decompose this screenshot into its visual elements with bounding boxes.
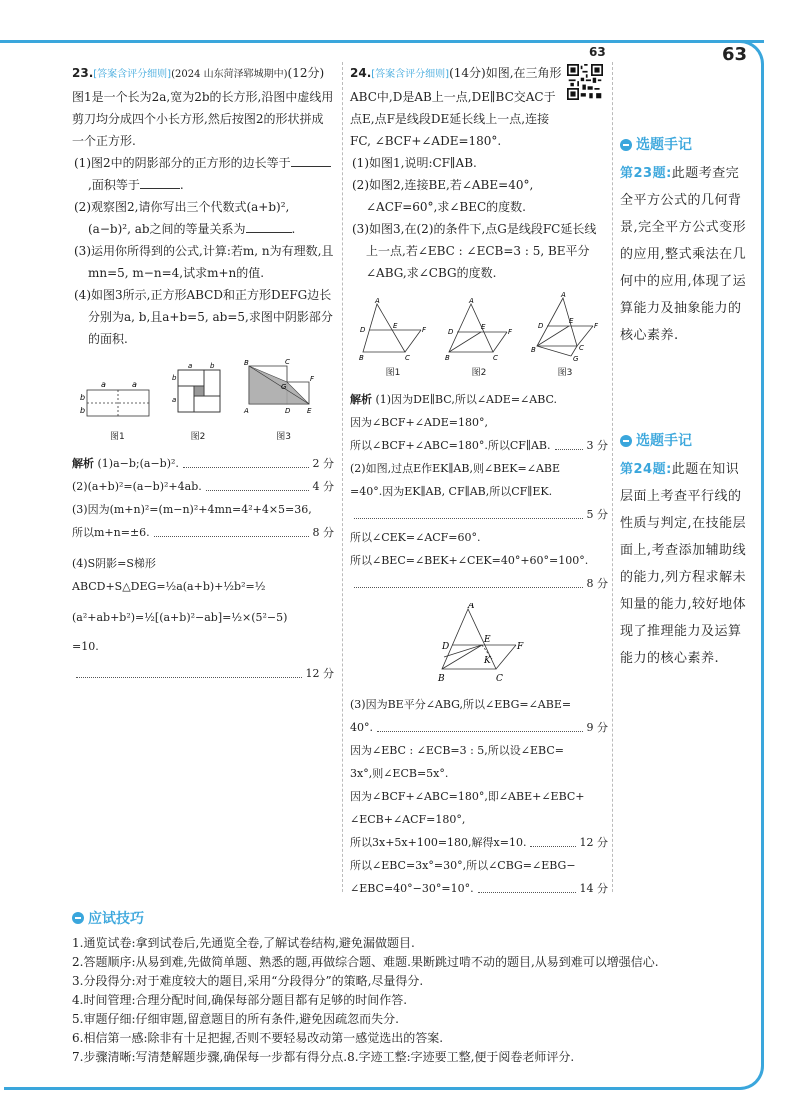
- q24-figure-2: [441, 298, 517, 384]
- figure-caption: 图1: [385, 368, 401, 378]
- solution-text: 所以∠BCF+∠ABC=180°.所以CF∥AB.: [350, 439, 551, 452]
- question-23: [72, 62, 334, 685]
- solution-text: =10.: [72, 640, 99, 653]
- score: 12 分: [579, 836, 608, 849]
- geo-label-A: A: [469, 298, 474, 305]
- geo-label-B: B: [438, 674, 445, 683]
- tip-item: 3.分段得分:对于难度较大的题目,采用“分段得分”的策略,尽量得分.: [72, 974, 424, 988]
- note-q23: [620, 134, 750, 349]
- solution-text: (2)(a+b)²=(a−b)²+4ab.: [72, 480, 202, 493]
- q23-figures: [72, 358, 334, 448]
- solution-text: 因为∠EBC : ∠ECB=3 : 5,所以设∠EBC=: [350, 744, 564, 757]
- q24-part3: (3)如图3,在(2)的条件下,点G是线段FC延长线上一点,若∠EBC : ∠ECB=3 : 5, BE平分∠ABG,求∠CBG的度数.: [352, 222, 597, 280]
- geo-label-A: A: [468, 603, 475, 611]
- solution-text: (3)因为(m+n)²=(m−n)²+4mn=4²+4×5=36,: [72, 503, 312, 516]
- tip-item: 4.时间管理:合理分配时间,确保每部分题目都有足够的时间作答.: [72, 993, 408, 1007]
- geo-label-C: C: [405, 354, 410, 362]
- geo-label-E: E: [481, 323, 486, 331]
- two-squares-diagram: [241, 358, 327, 426]
- triangle-aux-line-diagram: [424, 603, 534, 683]
- solution-step: [72, 452, 334, 475]
- solution-text: (1)因为DE∥BC,所以∠ADE=∠ABC.: [375, 393, 558, 406]
- q23-part1-text: (1)图2中的阴影部分的正方形的边长等于: [74, 156, 291, 170]
- figure-caption: 图3: [557, 368, 573, 378]
- figure-caption: 图2: [190, 432, 206, 442]
- solution-text: 所以∠EBC=3x°=30°,所以∠CBG=∠EBG−: [350, 859, 576, 872]
- geo-label-b: b: [80, 406, 86, 415]
- note-highlight: 第23题:: [620, 166, 672, 181]
- tips-heading: [72, 908, 752, 928]
- solution-text: 因为∠BCF+∠ADE=180°,: [350, 416, 488, 429]
- geo-label-b: b: [209, 362, 215, 370]
- exam-tips: [72, 908, 752, 1067]
- solution-step: [350, 877, 608, 900]
- geo-label-F: F: [517, 642, 524, 652]
- geo-label-A: A: [375, 298, 380, 305]
- answer-blank[interactable]: [246, 219, 292, 233]
- note-text: 此题在知识层面上考查平行线的性质与判定,在技能层面上,考查添加辅助线的能力,列方程求解未知量的能力,较好地体现了推理能力及运算能力的核心素养.: [620, 462, 747, 666]
- geo-label-a: a: [171, 396, 177, 404]
- q23-intro: (12分)图1是一个长为2a,宽为2b的长方形,沿图中虚线用剪刀均分成四个小长方形,然后按图2的形状拼成一个正方形.: [72, 66, 334, 148]
- tip-item: 1.通览试卷:拿到试卷后,先通览全卷,了解试卷结构,避免漏做题目.: [72, 936, 415, 950]
- q23-part1: [72, 152, 334, 196]
- geo-label-C: C: [493, 354, 498, 362]
- triangle-diagram: [527, 292, 603, 362]
- geo-label-E: E: [569, 317, 574, 325]
- geo-label-F: F: [594, 322, 599, 330]
- note-highlight: 第24题:: [620, 462, 672, 477]
- q23-part2-text: (2)观察图2,请你写出三个代数式(a+b)², (a−b)², ab之间的等量关系为: [74, 200, 290, 236]
- geo-label-E: E: [393, 322, 398, 330]
- q24-figure-1: [355, 298, 431, 384]
- geo-label-G: G: [573, 355, 579, 362]
- note-heading: [620, 134, 750, 156]
- geo-label-b: b: [171, 374, 177, 382]
- page-number-small: 63: [589, 45, 606, 59]
- geo-label-A: A: [561, 292, 566, 299]
- q24-tag[interactable]: [答案含评分细则]: [371, 69, 450, 80]
- solution-text: (3)因为BE平分∠ABG,所以∠EBG=∠ABE=: [350, 698, 572, 711]
- note-icon: [620, 139, 632, 151]
- note-title: 选题手记: [636, 137, 692, 153]
- q23-part4: (4)如图3所示,正方形ABCD和正方形DEFG边长分别为a, b,且a+b=5, ab=5,求图中阴影部分的面积.: [74, 288, 333, 346]
- square-diagram: [170, 360, 226, 426]
- geo-label-a: a: [132, 380, 138, 389]
- geo-label-C: C: [496, 674, 503, 683]
- solution-text: ∠EBC=40°−30°=10°.: [350, 882, 474, 895]
- solution-step: [350, 716, 608, 739]
- triangle-diagram: [355, 298, 431, 362]
- solution-text: =40°.因为EK∥AB, CF∥AB,所以CF∥EK.: [350, 485, 553, 498]
- solution-text: 3x°,则∠ECB=5x°.: [350, 767, 449, 780]
- solution-label: 解析: [72, 457, 94, 470]
- q23-part1-end: .: [179, 178, 184, 192]
- column-divider: [342, 62, 343, 892]
- solution-step: [350, 434, 608, 457]
- page-number: 63: [722, 44, 748, 65]
- q23-part3: (3)运用你所得到的公式,计算:若m, n为有理数,且mn=5, m−n=4,试求m+n的值.: [74, 244, 334, 280]
- geo-label-D: D: [448, 328, 454, 336]
- score: 3 分: [586, 439, 608, 452]
- q23-figure-2: [170, 360, 226, 448]
- solution-text: (4)S阴影=S梯形ABCD+S△DEG=½a(a+b)+½b²=½: [72, 557, 266, 593]
- triangle-diagram: [441, 298, 517, 362]
- q23-part2-end: .: [291, 222, 296, 236]
- tips-title: 应试技巧: [88, 911, 144, 927]
- solution-text: (2)如图,过点E作EK∥AB,则∠BEK=∠ABE: [350, 462, 560, 475]
- geo-label-E: E: [306, 407, 312, 415]
- q24-stem: [350, 62, 608, 152]
- geo-label-D: D: [442, 642, 450, 652]
- rectangle-diagram: [79, 376, 155, 426]
- solution-text: 40°.: [350, 721, 373, 734]
- solution-step: [72, 475, 334, 498]
- solution-step: [350, 503, 608, 526]
- geo-label-D: D: [284, 407, 291, 415]
- q23-figure-3: [241, 358, 327, 448]
- score: 14 分: [579, 882, 608, 895]
- solution-text: ∠ECB+∠ACF=180°,: [350, 813, 466, 826]
- geo-label-F: F: [309, 375, 314, 383]
- q24-intro: (14分)如图,在三角形ABC中,D是AB上一点,DE∥BC交AC于点E,点F是线段DE延长线上一点,连接FC, ∠BCF+∠ADE=180°.: [350, 66, 562, 148]
- geo-label-B: B: [359, 354, 364, 362]
- tip-item: 5.审题仔细:仔细审题,留意题目的所有条件,避免因疏忽而失分.: [72, 1012, 399, 1026]
- score: 8 分: [312, 526, 334, 539]
- note-heading: [620, 430, 750, 452]
- q23-solution: [72, 452, 334, 685]
- q23-part1-text2: ,面积等于: [88, 178, 140, 192]
- geo-label-F: F: [508, 328, 513, 336]
- solution-step: [72, 521, 334, 544]
- geo-label-A: A: [243, 407, 249, 415]
- solution-text: 所以3x+5x+100=180,解得x=10.: [350, 836, 527, 849]
- score: 9 分: [586, 721, 608, 734]
- note-icon: [620, 435, 632, 447]
- solution-text: (1)a−b;(a−b)².: [97, 457, 179, 470]
- tip-item: 6.相信第一感:除非有十足把握,否则不要轻易改动第一感觉选出的答案.: [72, 1031, 444, 1045]
- geo-label-B: B: [243, 359, 249, 367]
- geo-label-b: b: [80, 393, 86, 402]
- solution-text: 所以∠BEC=∠BEK+∠CEK=40°+60°=100°.: [350, 554, 589, 567]
- geo-label-F: F: [422, 326, 427, 334]
- answer-blank[interactable]: [140, 175, 180, 189]
- geo-label-E: E: [484, 635, 491, 645]
- note-title: 选题手记: [636, 433, 692, 449]
- solution-text: 因为∠BCF+∠ABC=180°,即∠ABE+∠EBC+: [350, 790, 585, 803]
- figure-caption: 图2: [471, 368, 487, 378]
- q24-part1: (1)如图1,说明:CF∥AB.: [352, 156, 477, 170]
- geo-label-D: D: [538, 322, 544, 330]
- tips-icon: [72, 912, 84, 924]
- score: 5 分: [586, 508, 608, 521]
- score: 4 分: [312, 480, 334, 493]
- q23-tag[interactable]: [答案含评分细则]: [93, 69, 172, 80]
- note-q24: [620, 430, 750, 672]
- geo-label-B: B: [531, 346, 536, 354]
- score: 2 分: [312, 457, 334, 470]
- score: 8 分: [586, 577, 608, 590]
- geo-label-K: K: [484, 656, 491, 666]
- geo-label-a: a: [101, 380, 107, 389]
- note-body: [620, 160, 750, 349]
- note-text: 此题考查完全平方公式的几何背景,完全平方公式变形的应用,整式乘法在几何中的应用,体现了运算能力及抽象能力的核心素养.: [620, 166, 747, 343]
- geo-label-C: C: [579, 344, 584, 352]
- geo-label-C: C: [284, 358, 290, 366]
- q23-figure-1: [79, 376, 155, 448]
- q24-solution-figure: [350, 603, 608, 691]
- tip-item: 7.步骤清晰:写清楚解题步骤,确保每一步都有得分点.8.字迹工整:字迹要工整,便于阅卷老师评分.: [72, 1050, 575, 1064]
- q23-number: 23.: [72, 66, 94, 80]
- solution-text: 所以∠CEK=∠ACF=60°.: [350, 531, 481, 544]
- solution-text: 所以m+n=±6.: [72, 526, 150, 539]
- q23-source: (2024 山东菏泽郓城期中): [171, 69, 288, 80]
- q24-number: 24.: [350, 66, 372, 80]
- q24-solution: [350, 388, 608, 900]
- score: 12 分: [305, 667, 334, 680]
- figure-caption: 图1: [109, 432, 125, 442]
- geo-label-a: a: [187, 362, 193, 370]
- q24-figure-3: [527, 292, 603, 384]
- column-divider: [612, 62, 613, 892]
- geo-label-D: D: [360, 326, 366, 334]
- q23-stem: [72, 62, 334, 152]
- geo-label-G: G: [280, 383, 287, 391]
- figure-caption: 图3: [276, 432, 291, 442]
- note-body: [620, 456, 750, 672]
- question-24: [350, 62, 608, 900]
- tip-item: 2.答题顺序:从易到难,先做简单题、熟悉的题,再做综合题、难题.果断跳过啃不动的题目,从易到难可以增强信心.: [72, 955, 659, 969]
- geo-label-B: B: [445, 354, 450, 362]
- solution-text: [350, 388, 608, 411]
- q24-part2: (2)如图2,连接BE,若∠ABE=40°, ∠ACF=60°,求∠BEC的度数.: [352, 178, 534, 214]
- solution-step: [350, 572, 608, 595]
- solution-step: [72, 662, 334, 685]
- solution-text: (a²+ab+b²)=½[(a+b)²−ab]=½×(5²−5): [72, 611, 288, 624]
- solution-label: 解析: [350, 393, 372, 406]
- q23-part2: [72, 196, 334, 240]
- solution-step: [350, 831, 608, 854]
- answer-blank[interactable]: [291, 153, 331, 167]
- q24-figures: [350, 292, 608, 384]
